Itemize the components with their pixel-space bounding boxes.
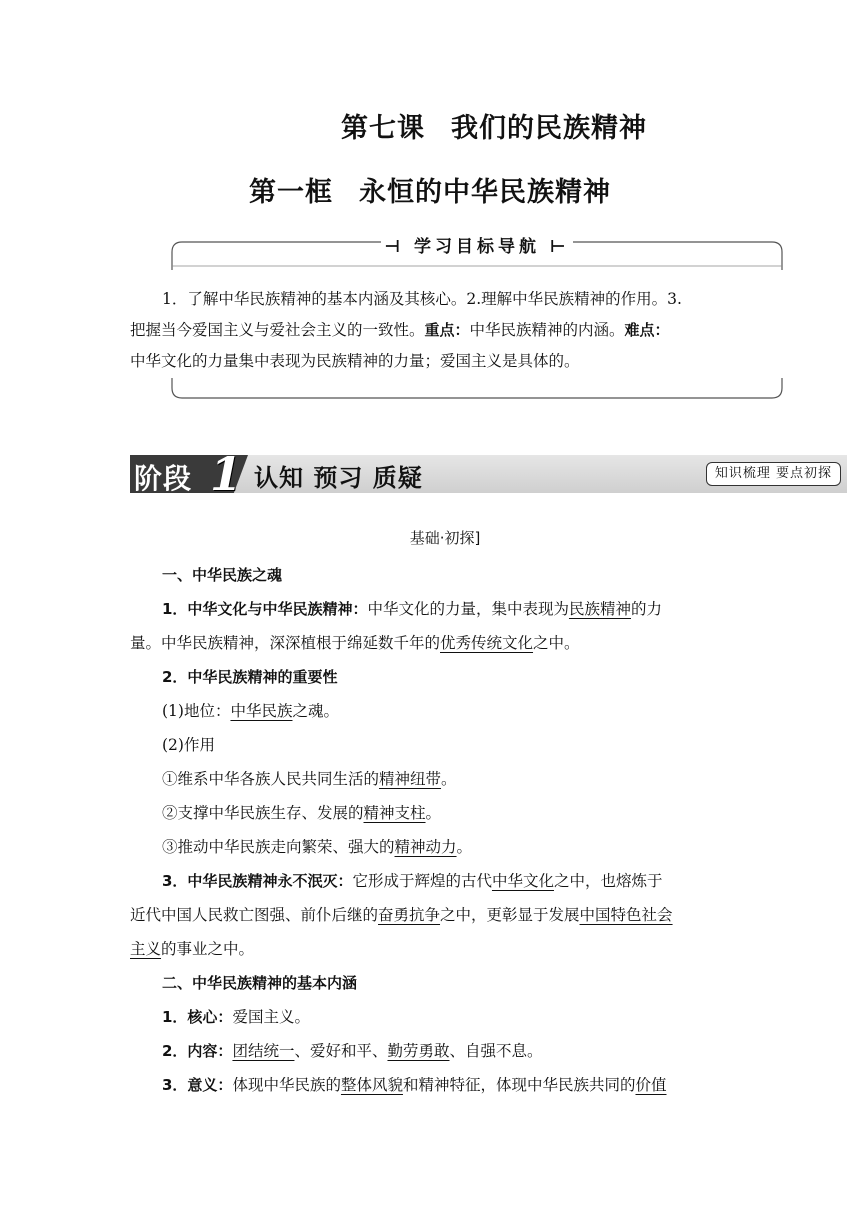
- difficulty-label: 难点：: [624, 321, 670, 339]
- objectives-label: ⊣ 学习目标导航 ⊢: [170, 232, 784, 257]
- paragraph-2-heading: 2．中华民族精神的重要性: [162, 668, 338, 686]
- significance-line: 3．意义：体现中华民族的整体风貌和精神特征，体现中华民族共同的价值: [162, 1076, 667, 1094]
- content-line: 2．内容：团结统一、爱好和平、勤劳勇敢、自强不息。: [162, 1042, 543, 1060]
- main-content: [130, 558, 735, 1102]
- section-2-heading: 二、中华民族精神的基本内涵: [162, 974, 358, 992]
- role-item-2: ②支撑中华民族生存、发展的精神支柱。: [162, 804, 442, 822]
- lesson-name: 我们的民族精神: [451, 113, 647, 144]
- paragraph-1-line-2: 量。中华民族精神，深深植根于绵延数千年的优秀传统文化之中。: [130, 634, 580, 652]
- paragraph-3-line-3: 主义的事业之中。: [130, 940, 255, 958]
- objectives-line-3: 中华文化的力量集中表现为民族精神的力量；爱国主义是具体的。: [130, 352, 580, 370]
- position-line: (1)地位：中华民族之魂。: [162, 702, 339, 720]
- role-item-3: ③推动中华民族走向繁荣、强大的精神动力。: [162, 838, 473, 856]
- core-line: 1．核心：爱国主义。: [162, 1008, 310, 1026]
- paragraph-3-line-1: 3．中华民族精神永不泯灭：它形成于辉煌的古代中华文化之中，也熔炼于: [162, 872, 663, 890]
- paragraph-3-line-2: 近代中国人民救亡图强、前仆后继的奋勇抗争之中，更彰显于发展中国特色社会: [130, 906, 673, 924]
- frame-title: [0, 170, 860, 209]
- section-subhead: 基础·初探]: [409, 529, 481, 547]
- stage-title: 认知 预习 质疑: [254, 463, 423, 492]
- lesson-title: [0, 106, 860, 145]
- role-item-1: ①维系中华各族人民共同生活的精神纽带。: [162, 770, 457, 788]
- stage-label: 阶段: [134, 462, 193, 495]
- objectives-line-1: 1．了解中华民族精神的基本内涵及其核心。2.理解中华民族精神的作用。3.: [162, 290, 682, 308]
- lesson-number: 第七课: [341, 113, 425, 144]
- key-point-label: 重点：: [424, 321, 470, 339]
- objectives-line-2: 把握当今爱国主义与爱社会主义的一致性。重点：中华民族精神的内涵。难点：: [130, 321, 670, 339]
- stage-number: 1: [210, 447, 243, 501]
- paragraph-1-line-1: 1．中华文化与中华民族精神：中华文化的力量，集中表现为民族精神的力: [162, 600, 662, 618]
- section-1-heading: 一、中华民族之魂: [162, 566, 283, 584]
- role-line: (2)作用: [162, 736, 215, 754]
- frame-name: 永恒的中华民族精神: [359, 177, 611, 208]
- stage-tag: 知识梳理 要点初探: [706, 462, 841, 486]
- stage-banner: [130, 447, 847, 501]
- objectives-text: [130, 284, 735, 377]
- frame-number: 第一框: [249, 177, 333, 208]
